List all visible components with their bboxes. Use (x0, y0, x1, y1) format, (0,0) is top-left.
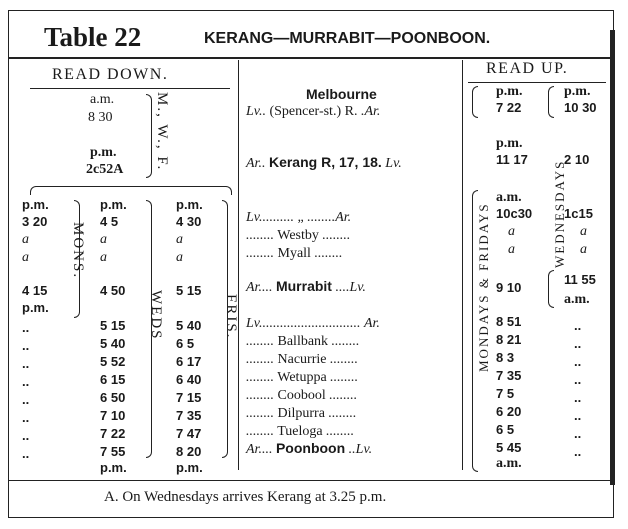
time-cell: .. (22, 320, 30, 335)
time-cell: 7 35 (496, 368, 522, 383)
station-row (246, 104, 380, 120)
time-cell: 4 30 (176, 214, 202, 229)
station-suffix: ........ (322, 228, 351, 243)
time-cell: .. (22, 392, 30, 407)
station-name: „ (297, 210, 304, 225)
time-cell: 7 35 (176, 408, 202, 423)
route-title: KERANG—MURRABIT—POONBOON. (204, 30, 491, 47)
time-cell: .. (22, 428, 30, 443)
time-cell: .. (574, 318, 582, 333)
mons-label: MONS. (70, 222, 86, 280)
fris-brace (222, 200, 228, 458)
weds-brace (146, 200, 152, 458)
time-cell: 4 5 (100, 214, 119, 229)
time-cell: 5 45 (496, 440, 522, 455)
time-cell: .. (574, 408, 582, 423)
time-cell: a (22, 232, 29, 247)
time-cell: 6 40 (176, 372, 202, 387)
time-cell: a (22, 250, 29, 265)
time-cell: .. (22, 410, 30, 425)
station-name: Murrabit (275, 278, 332, 294)
station-row (246, 246, 342, 262)
title-rule (8, 57, 612, 59)
station-prefix: ........ (246, 246, 274, 261)
time-cell: 1c15 (564, 206, 593, 221)
time-cell: 7 22 (496, 100, 522, 115)
station-suffix: ........ (329, 352, 358, 367)
time-cell: 5 15 (176, 283, 202, 298)
up-top-brace (472, 86, 478, 118)
time-cell: 6 17 (176, 354, 202, 369)
station-row (246, 440, 372, 458)
time-cell: a.m. (496, 456, 522, 471)
time-cell: p.m. (22, 300, 49, 315)
station-prefix: ........ (246, 406, 274, 421)
time-cell: .. (574, 336, 582, 351)
time-cell: 9 10 (496, 280, 522, 295)
time-cell: p.m. (100, 197, 127, 212)
time-cell: 5 15 (100, 318, 126, 333)
station-prefix: Lv.. (246, 104, 266, 119)
right-divider (462, 60, 463, 470)
station-prefix: Ar.. (246, 156, 266, 171)
station-row (246, 154, 402, 172)
station-suffix: ........ (329, 388, 358, 403)
time-cell: p.m. (22, 197, 49, 212)
time-cell: 6 15 (100, 372, 126, 387)
station-suffix: ..Lv. (348, 442, 373, 457)
station-suffix: ........ (331, 334, 360, 349)
fris-label: FRIS. (223, 294, 239, 340)
time-cell: 5 52 (100, 354, 126, 369)
time-cell: a (100, 232, 107, 247)
time-cell: a (508, 224, 515, 239)
time-cell: 4 50 (100, 283, 126, 298)
time-cell: .. (574, 444, 582, 459)
footnote: A. On Wednesdays arrives Kerang at 3.25 p.m. (104, 489, 387, 505)
wed-brace (548, 270, 554, 308)
read-up-header: READ UP. (486, 60, 569, 77)
station-name: Ballbank (277, 334, 329, 349)
time-cell: 7 22 (100, 426, 126, 441)
station-suffix: ........Ar. (307, 210, 352, 225)
station-row (246, 388, 357, 404)
station-prefix: ........ (246, 370, 274, 385)
station-prefix: Lv.......... (246, 210, 294, 225)
time-cell: 11 55 (564, 272, 596, 287)
time-cell: p.m. (496, 84, 523, 99)
station-name: Westby (277, 228, 319, 243)
station-name: Tueloga (277, 424, 323, 439)
time-cell: 4 15 (22, 283, 48, 298)
station-suffix: ........ (328, 406, 357, 421)
station-suffix: ........ (330, 370, 359, 385)
time-cell: .. (574, 390, 582, 405)
time-cell: 10c30 (496, 206, 533, 221)
time-cell: .. (22, 374, 30, 389)
station-row (246, 352, 358, 368)
time-cell: 5 40 (176, 318, 202, 333)
time-cell: 11 17 (496, 152, 528, 167)
mons-brace (74, 200, 80, 318)
time-cell: 6 5 (496, 422, 515, 437)
time-cell: 3 20 (22, 214, 48, 229)
time-cell: 8 20 (176, 444, 202, 459)
time-cell: 7 55 (100, 444, 126, 459)
station-prefix: ........ (246, 228, 274, 243)
time-cell: 10 30 (564, 100, 597, 115)
station-suffix: Lv. (385, 156, 402, 171)
station-row (246, 228, 350, 244)
station-prefix: Ar.... (246, 280, 273, 295)
right-thick-rule (610, 30, 615, 485)
wed-label: WEDNESDAYS (552, 159, 567, 268)
time-cell: 8 21 (496, 332, 522, 347)
time-cell: 6 20 (496, 404, 522, 419)
read-down-rule (30, 88, 230, 89)
station-row (246, 370, 358, 386)
time-cell: 8 3 (496, 350, 515, 365)
station-name: Myall (277, 246, 311, 261)
time-cell: 7 10 (100, 408, 126, 423)
station-name: Coobool (277, 388, 326, 403)
station-suffix: .Ar. (360, 104, 381, 119)
time-cell: p.m. (496, 136, 523, 151)
time-cell: 7 47 (176, 426, 202, 441)
time-cell: 6 5 (176, 336, 195, 351)
down-top-am: a.m. (90, 92, 115, 107)
time-cell: .. (574, 426, 582, 441)
time-cell: .. (574, 354, 582, 369)
station-prefix: Lv............................. (246, 316, 361, 331)
time-cell: 8 51 (496, 314, 522, 329)
station-prefix: ........ (246, 352, 274, 367)
station-name: Melbourne (306, 86, 377, 102)
station-row (246, 406, 356, 422)
time-cell: a (176, 250, 183, 265)
station-row (246, 278, 366, 296)
station-name: Poonboon (275, 440, 346, 456)
station-suffix: ........ (314, 246, 343, 261)
time-cell: 5 40 (100, 336, 126, 351)
time-cell: a (100, 250, 107, 265)
station-prefix: ........ (246, 424, 274, 439)
station-name: (Spencer-st.) R. (269, 104, 358, 119)
time-cell: p.m. (564, 84, 591, 99)
station-row (306, 86, 377, 104)
time-cell: a.m. (564, 292, 590, 307)
station-row (246, 316, 380, 332)
down-top-pm: p.m. (90, 145, 117, 160)
read-down-header: READ DOWN. (52, 66, 169, 83)
down-top-time1: 8 30 (88, 110, 113, 125)
left-divider (238, 60, 239, 470)
station-suffix: ....Lv. (335, 280, 366, 295)
time-cell: .. (22, 446, 30, 461)
weds-label: WEDS (148, 290, 164, 341)
footnote-rule (8, 480, 612, 481)
station-name: Nacurrie (277, 352, 327, 367)
time-cell: p.m. (176, 460, 203, 475)
station-row (246, 210, 351, 226)
station-name: Wetuppa (277, 370, 327, 385)
station-row (246, 334, 360, 350)
time-cell: 7 5 (496, 386, 515, 401)
time-cell: p.m. (176, 197, 203, 212)
mwf-label: M., W., F. (154, 92, 170, 172)
time-cell: a (176, 232, 183, 247)
station-prefix: ........ (246, 388, 274, 403)
station-prefix: ........ (246, 334, 274, 349)
time-cell: a (508, 242, 515, 257)
time-cell: .. (574, 372, 582, 387)
station-suffix: ........ (326, 424, 355, 439)
time-cell: a (580, 242, 587, 257)
time-cell: 7 15 (176, 390, 202, 405)
down-columns-brace (30, 186, 232, 195)
up-top-brace-2 (548, 86, 554, 118)
time-cell: .. (22, 338, 30, 353)
time-cell: p.m. (100, 460, 127, 475)
time-cell: .. (22, 356, 30, 371)
table-number: Table 22 (44, 22, 142, 52)
time-cell: a (580, 224, 587, 239)
mwf-brace (146, 94, 152, 178)
time-cell: 6 50 (100, 390, 126, 405)
time-cell: a.m. (496, 190, 522, 205)
mon-fri-label: MONDAYS & FRIDAYS (476, 202, 491, 372)
station-row (246, 424, 354, 440)
station-name: Dilpurra (277, 406, 325, 421)
time-cell: 2 10 (564, 152, 590, 167)
station-prefix: Ar.... (246, 442, 273, 457)
down-top-time2: 2c52A (86, 162, 124, 177)
station-suffix: Ar. (363, 316, 380, 331)
station-name: Kerang R, 17, 18. (268, 154, 382, 170)
